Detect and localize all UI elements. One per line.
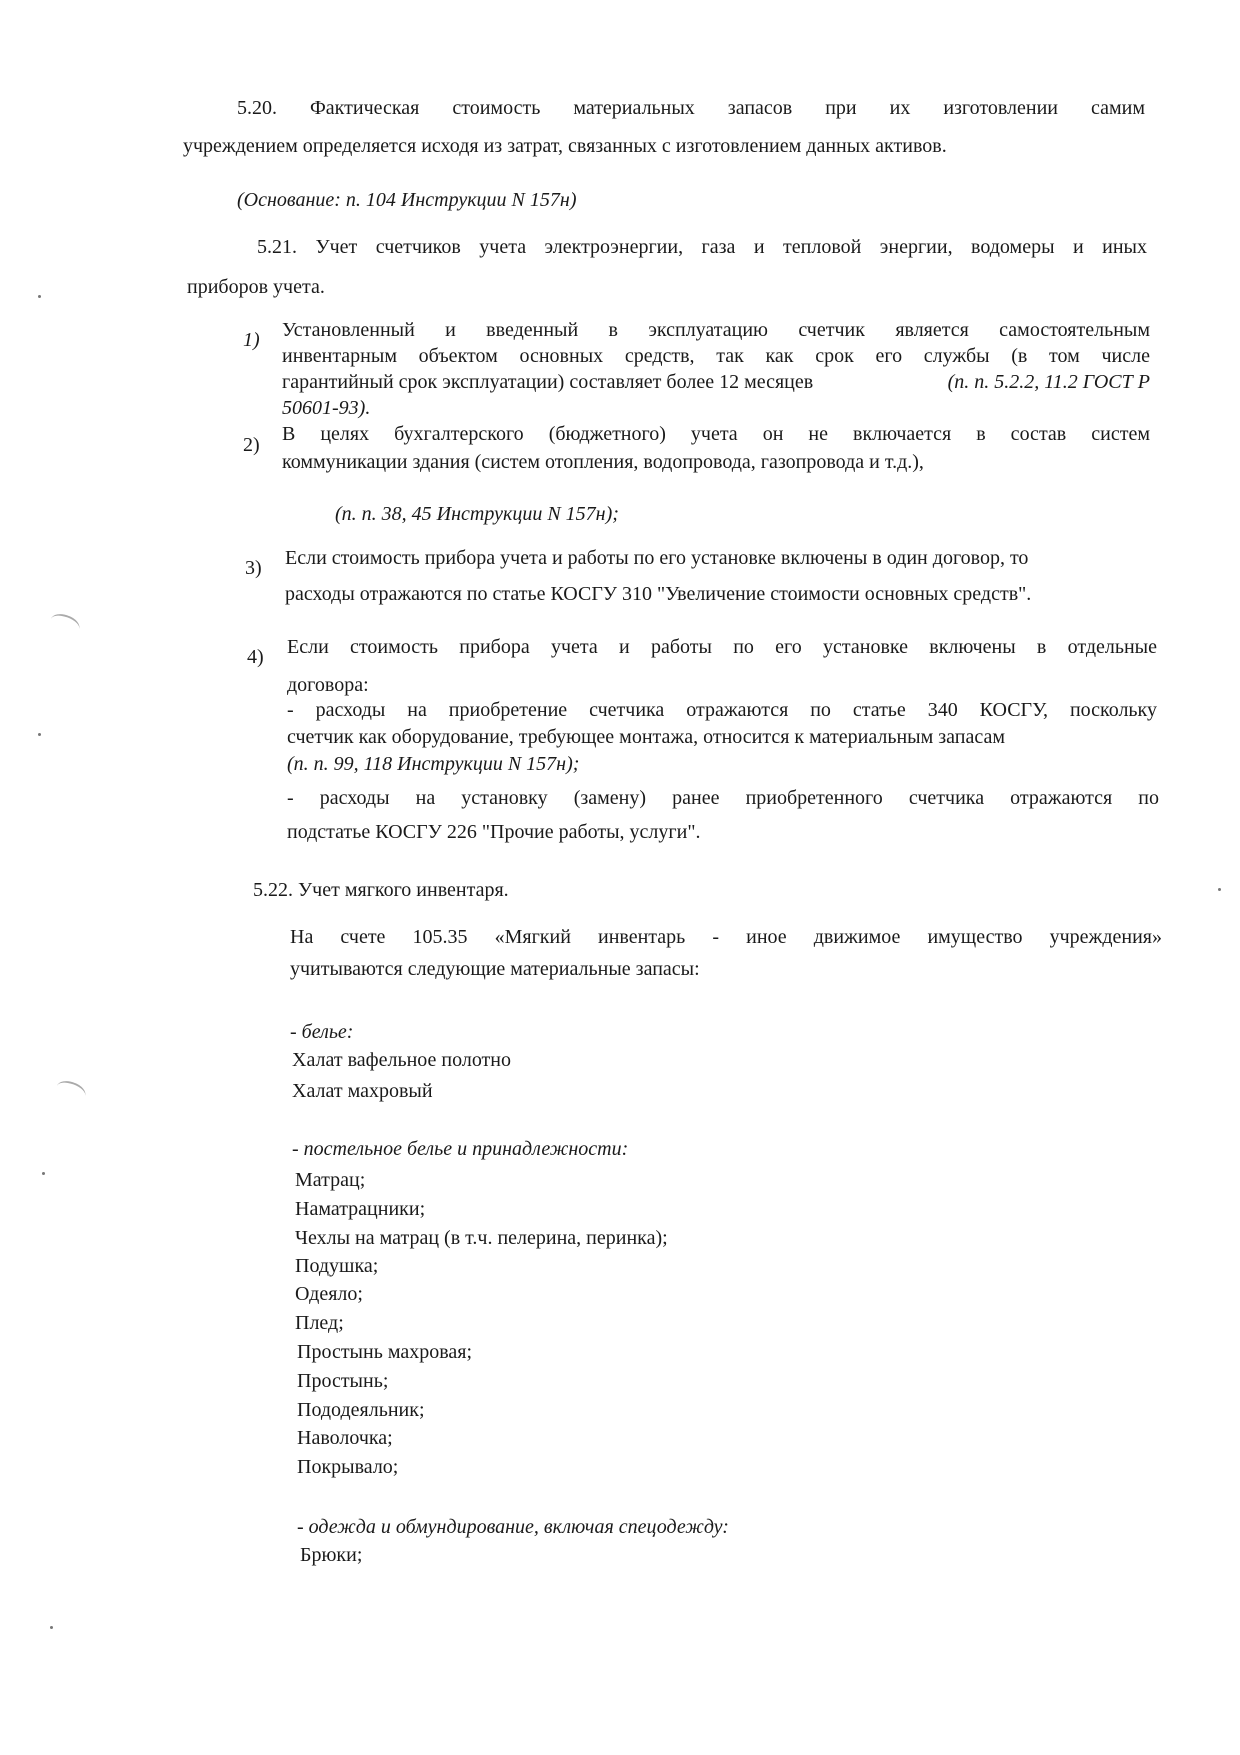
list-item: Покрывало; — [297, 1456, 399, 1478]
group-heading-bedding: - постельное белье и принадлежности: — [292, 1138, 629, 1160]
scan-dot — [38, 733, 41, 736]
scan-dot — [42, 1172, 45, 1175]
s520-line2: учреждением определяется исходя из затрат, связанных с изготовлением данных активов. — [183, 135, 947, 157]
s521-line1: 5.21. Учет счетчиков учета электроэнергии, газа и тепловой энергии, водомеры и иных — [257, 236, 1147, 258]
list-item: Наматрацники; — [295, 1198, 426, 1220]
list-item-1-line2: инвентарным объектом основных средств, так как срок его службы (в том числе — [282, 345, 1150, 367]
list-item: Плед; — [295, 1312, 344, 1334]
list-item-2-number: 2) — [243, 434, 260, 456]
list-item-1-number: 1) — [243, 329, 260, 351]
group-heading-clothing: - одежда и обмундирование, включая спецодежду: — [297, 1516, 729, 1538]
s522-title: 5.22. Учет мягкого инвентаря. — [253, 879, 509, 901]
list-item-1-line3-ref: (п. п. 5.2.2, 11.2 ГОСТ Р — [947, 371, 1150, 393]
list-item-4-tail1: - расходы на установку (замену) ранее приобретенного счетчика отражаются по — [287, 787, 1159, 809]
list-item: Пододеяльник; — [297, 1399, 425, 1421]
s520-basis: (Основание: п. 104 Инструкции N 157н) — [237, 189, 577, 211]
list-item: Брюки; — [300, 1544, 363, 1566]
scan-hole-mark — [54, 1077, 88, 1104]
list-item-4-number: 4) — [247, 646, 264, 668]
list-item-4-line1: Если стоимость прибора учета и работы по его установке включены в отдельные — [287, 636, 1157, 658]
s522-intro1: На счете 105.35 «Мягкий инвентарь - иное движимое имущество учреждения» — [290, 926, 1162, 948]
list-item-3-line2: расходы отражаются по статье КОСГУ 310 "Увеличение стоимости основных средств". — [285, 583, 1032, 605]
list-item-4-line2: договора: — [287, 674, 369, 696]
scan-hole-mark — [48, 610, 82, 637]
list-item: Подушка; — [295, 1255, 379, 1277]
scan-dot — [50, 1626, 53, 1629]
list-item: Наволочка; — [297, 1427, 393, 1449]
list-item: Матрац; — [295, 1169, 366, 1191]
list-item-4-tail2: подстатье КОСГУ 226 "Прочие работы, услуги". — [287, 821, 701, 843]
scan-dot — [1218, 888, 1221, 891]
list-item-1-line1: Установленный и введенный в эксплуатацию счетчик является самостоятельным — [282, 319, 1150, 341]
list-item-1-line4: 50601-93). — [282, 397, 371, 419]
list-item: Халат махровый — [292, 1080, 433, 1102]
list-item: Одеяло; — [295, 1283, 363, 1305]
list-item-2-line2: коммуникации здания (систем отопления, водопровода, газопровода и т.д.), — [282, 451, 924, 473]
list-item: Простынь; — [297, 1370, 389, 1392]
list-item-1-line3-text: гарантийный срок эксплуатации) составляет более 12 месяцев — [282, 371, 814, 393]
list-item: Халат вафельное полотно — [292, 1049, 511, 1071]
s520-line1: 5.20. Фактическая стоимость материальных запасов при их изготовлении самим — [237, 97, 1145, 119]
list-item-1-line3 — [282, 370, 1150, 394]
scan-dot — [38, 295, 41, 298]
list-item-2-line1: В целях бухгалтерского (бюджетного) учета он не включается в состав систем — [282, 423, 1150, 445]
list-item-4-line3: - расходы на приобретение счетчика отражаются по статье 340 КОСГУ, поскольку — [287, 699, 1157, 721]
list-item-3-number: 3) — [245, 557, 262, 579]
list-item-4-line4: счетчик как оборудование, требующее монтажа, относится к материальным запасам — [287, 726, 1006, 748]
list-item: Чехлы на матрац (в т.ч. пелерина, перинка); — [295, 1227, 668, 1249]
list-item: Простынь махровая; — [297, 1341, 473, 1363]
list-item-3-line1: Если стоимость прибора учета и работы по его установке включены в один договор, то — [285, 547, 1029, 569]
s521-line2: приборов учета. — [187, 276, 325, 298]
group-heading-linen: - белье: — [290, 1021, 354, 1043]
s522-intro2: учитываются следующие материальные запасы: — [290, 958, 700, 980]
list-item-2-ref: (п. п. 38, 45 Инструкции N 157н); — [335, 503, 619, 525]
list-item-4-ref: (п. п. 99, 118 Инструкции N 157н); — [287, 753, 580, 775]
